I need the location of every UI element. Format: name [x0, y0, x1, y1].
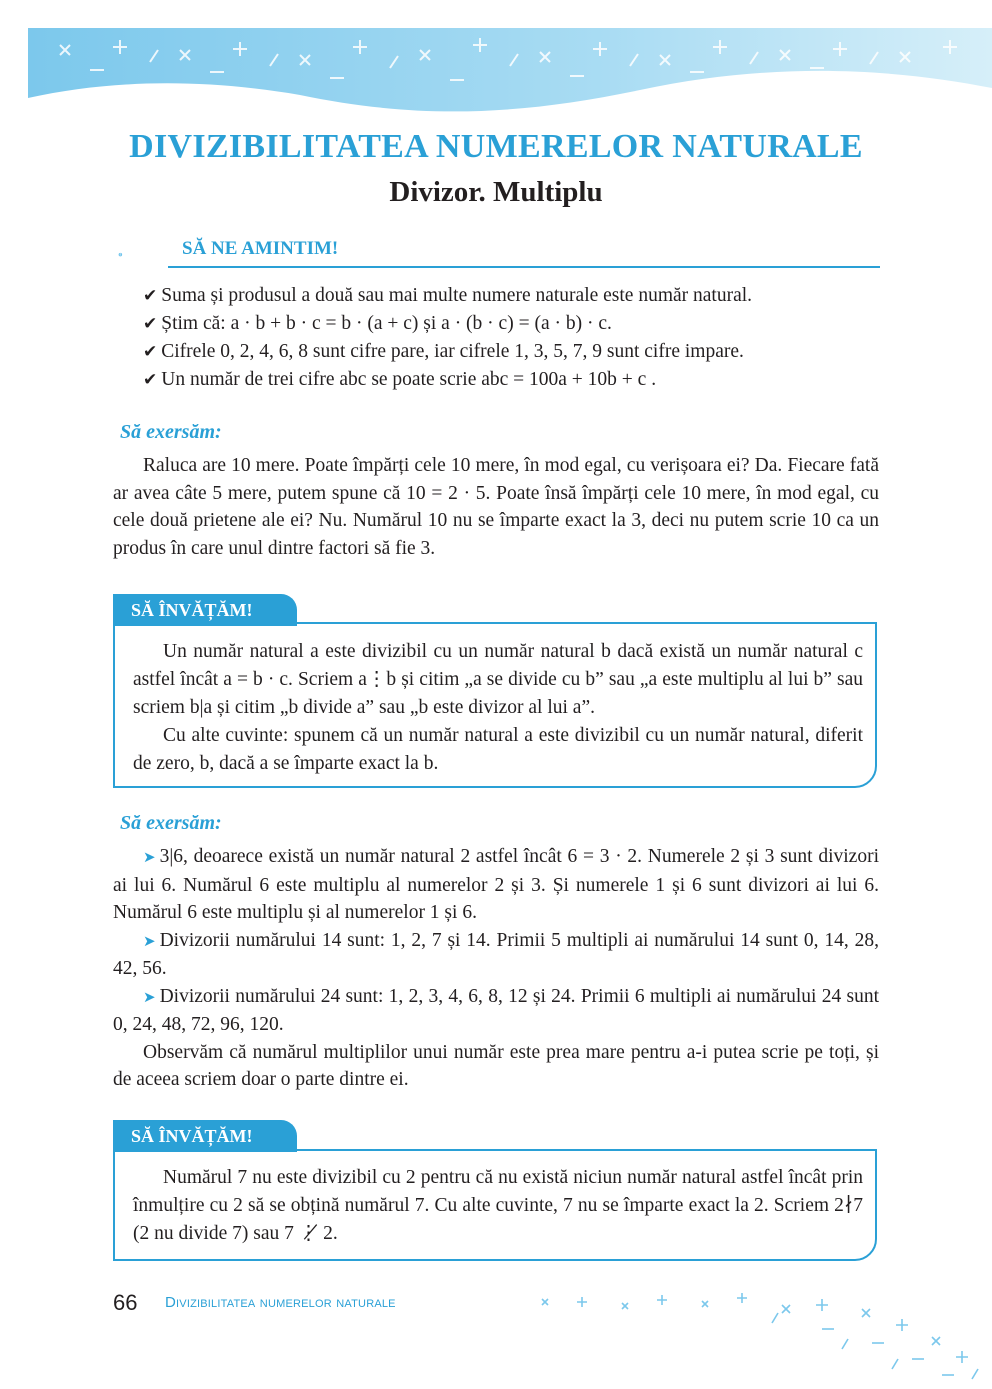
list-item: ✔ Suma și produsul a două sau mai multe numere naturale este număr natural.	[143, 285, 753, 306]
practice-section-label-2: Să exersăm:	[120, 812, 222, 834]
arrow-bullet-icon: ➤	[143, 848, 156, 866]
page-number: 66	[113, 1290, 138, 1315]
check-icon: ✔	[143, 286, 158, 306]
remember-section-label: SĂ NE AMINTIM!	[182, 238, 339, 259]
learn-box-text-1: Un număr natural a este divizibil cu un număr natural b dacă există un număr natural c astfel încât a = b · c. Scriem a⋮b și citim „a se divide cu b” sau „a este multiplu al lui b” sau scriem b|a și citim „b divide a” sau „b este divizor al lui a”. Cu alte cuvinte: spunem că un număr natural a este divizibil cu un număr natural, diferit de zero, b, dacă a se împarte exact la b.	[133, 641, 863, 774]
learn-tab-label-2: SĂ ÎNVĂȚĂM!	[113, 1120, 297, 1152]
footer-decoration	[522, 1279, 992, 1389]
list-item: ✔ Știm că: a · b + b · c = b · (a + c) și a · (b · c) = (a · b) · c.	[143, 313, 612, 334]
learn-tab-label-1: SĂ ÎNVĂȚĂM!	[113, 594, 297, 626]
remember-checklist	[143, 282, 903, 394]
learn-box-text-2: Numărul 7 nu este divizibil cu 2 pentru că nu există niciun număr natural astfel încât prin înmulțire cu 2 să se obțină numărul 7. Cu alte cuvinte, 7 nu se împarte exact la 2. Scriem 2∤7 (2 nu divide 7) sau 7 ⋮̸ 2.	[133, 1167, 863, 1244]
header-banner-decoration	[0, 0, 992, 130]
check-icon: ✔	[143, 314, 158, 334]
arrow-bullet-icon: ➤	[143, 987, 156, 1006]
closing-paragraph: Observăm că numărul multiplilor unui număr este prea mare pentru a-i putea scrie pe toți, și de aceea scriem doar o parte dintre ei.	[113, 1041, 879, 1090]
list-item: ✔ Un număr de trei cifre abc se poate scrie abc = 100a + 10b + c .	[143, 369, 657, 390]
check-icon: ✔	[143, 342, 158, 362]
practice-examples	[113, 843, 879, 1094]
page-title: DIVIZIBILITATEA NUMERELOR NATURALE	[129, 128, 863, 165]
practice-section-label: Să exersăm:	[120, 421, 222, 443]
list-item: ➤ 3|6, deoarece există un număr natural 2 astfel încât 6 = 3 · 2. Numerele 2 și 3 sunt divizori ai lui 6. Numărul 6 este multiplu al numerelor 2 și 3. Și numerele 1 și 6 sunt divizori ai lui 6. Numărul 6 este multiplu și al numerelor 1 și 6.	[113, 846, 879, 923]
list-item: ✔ Cifrele 0, 2, 4, 6, 8 sunt cifre pare, iar cifrele 1, 3, 5, 7, 9 sunt cifre impare.	[143, 341, 744, 362]
arrow-bullet-icon: ➤	[143, 931, 156, 950]
list-item: ➤ Divizorii numărului 14 sunt: 1, 2, 7 și 14. Primii 5 multipli ai numărului 14 sunt 0, 14, 28, 42, 56.	[113, 929, 879, 979]
list-item: ➤ Divizorii numărului 24 sunt: 1, 2, 3, 4, 6, 8, 12 și 24. Primii 6 multipli ai numărului 24 sunt 0, 24, 48, 72, 96, 120.	[113, 985, 879, 1035]
remember-section-divider	[168, 266, 880, 268]
page-subtitle: Divizor. Multiplu	[389, 176, 603, 208]
practice-paragraph: Raluca are 10 mere. Poate împărți cele 10 mere, în mod egal, cu verișoara ei? Da. Fiecare fată ar avea câte 5 mere, putem spune că 10 = 2 · 5. Poate însă împărți cele 10 mere, în mod egal, cu cele două prietene ale ei? Nu. Numărul 10 nu se împarte exact la 3, deci nu putem scrie 10 ca un produs în care unul dintre factori să fie 3.	[113, 455, 879, 559]
check-icon: ✔	[143, 370, 158, 390]
paperclip-icon	[118, 226, 178, 282]
running-title: Divizibilitatea numerelor naturale	[165, 1294, 396, 1311]
